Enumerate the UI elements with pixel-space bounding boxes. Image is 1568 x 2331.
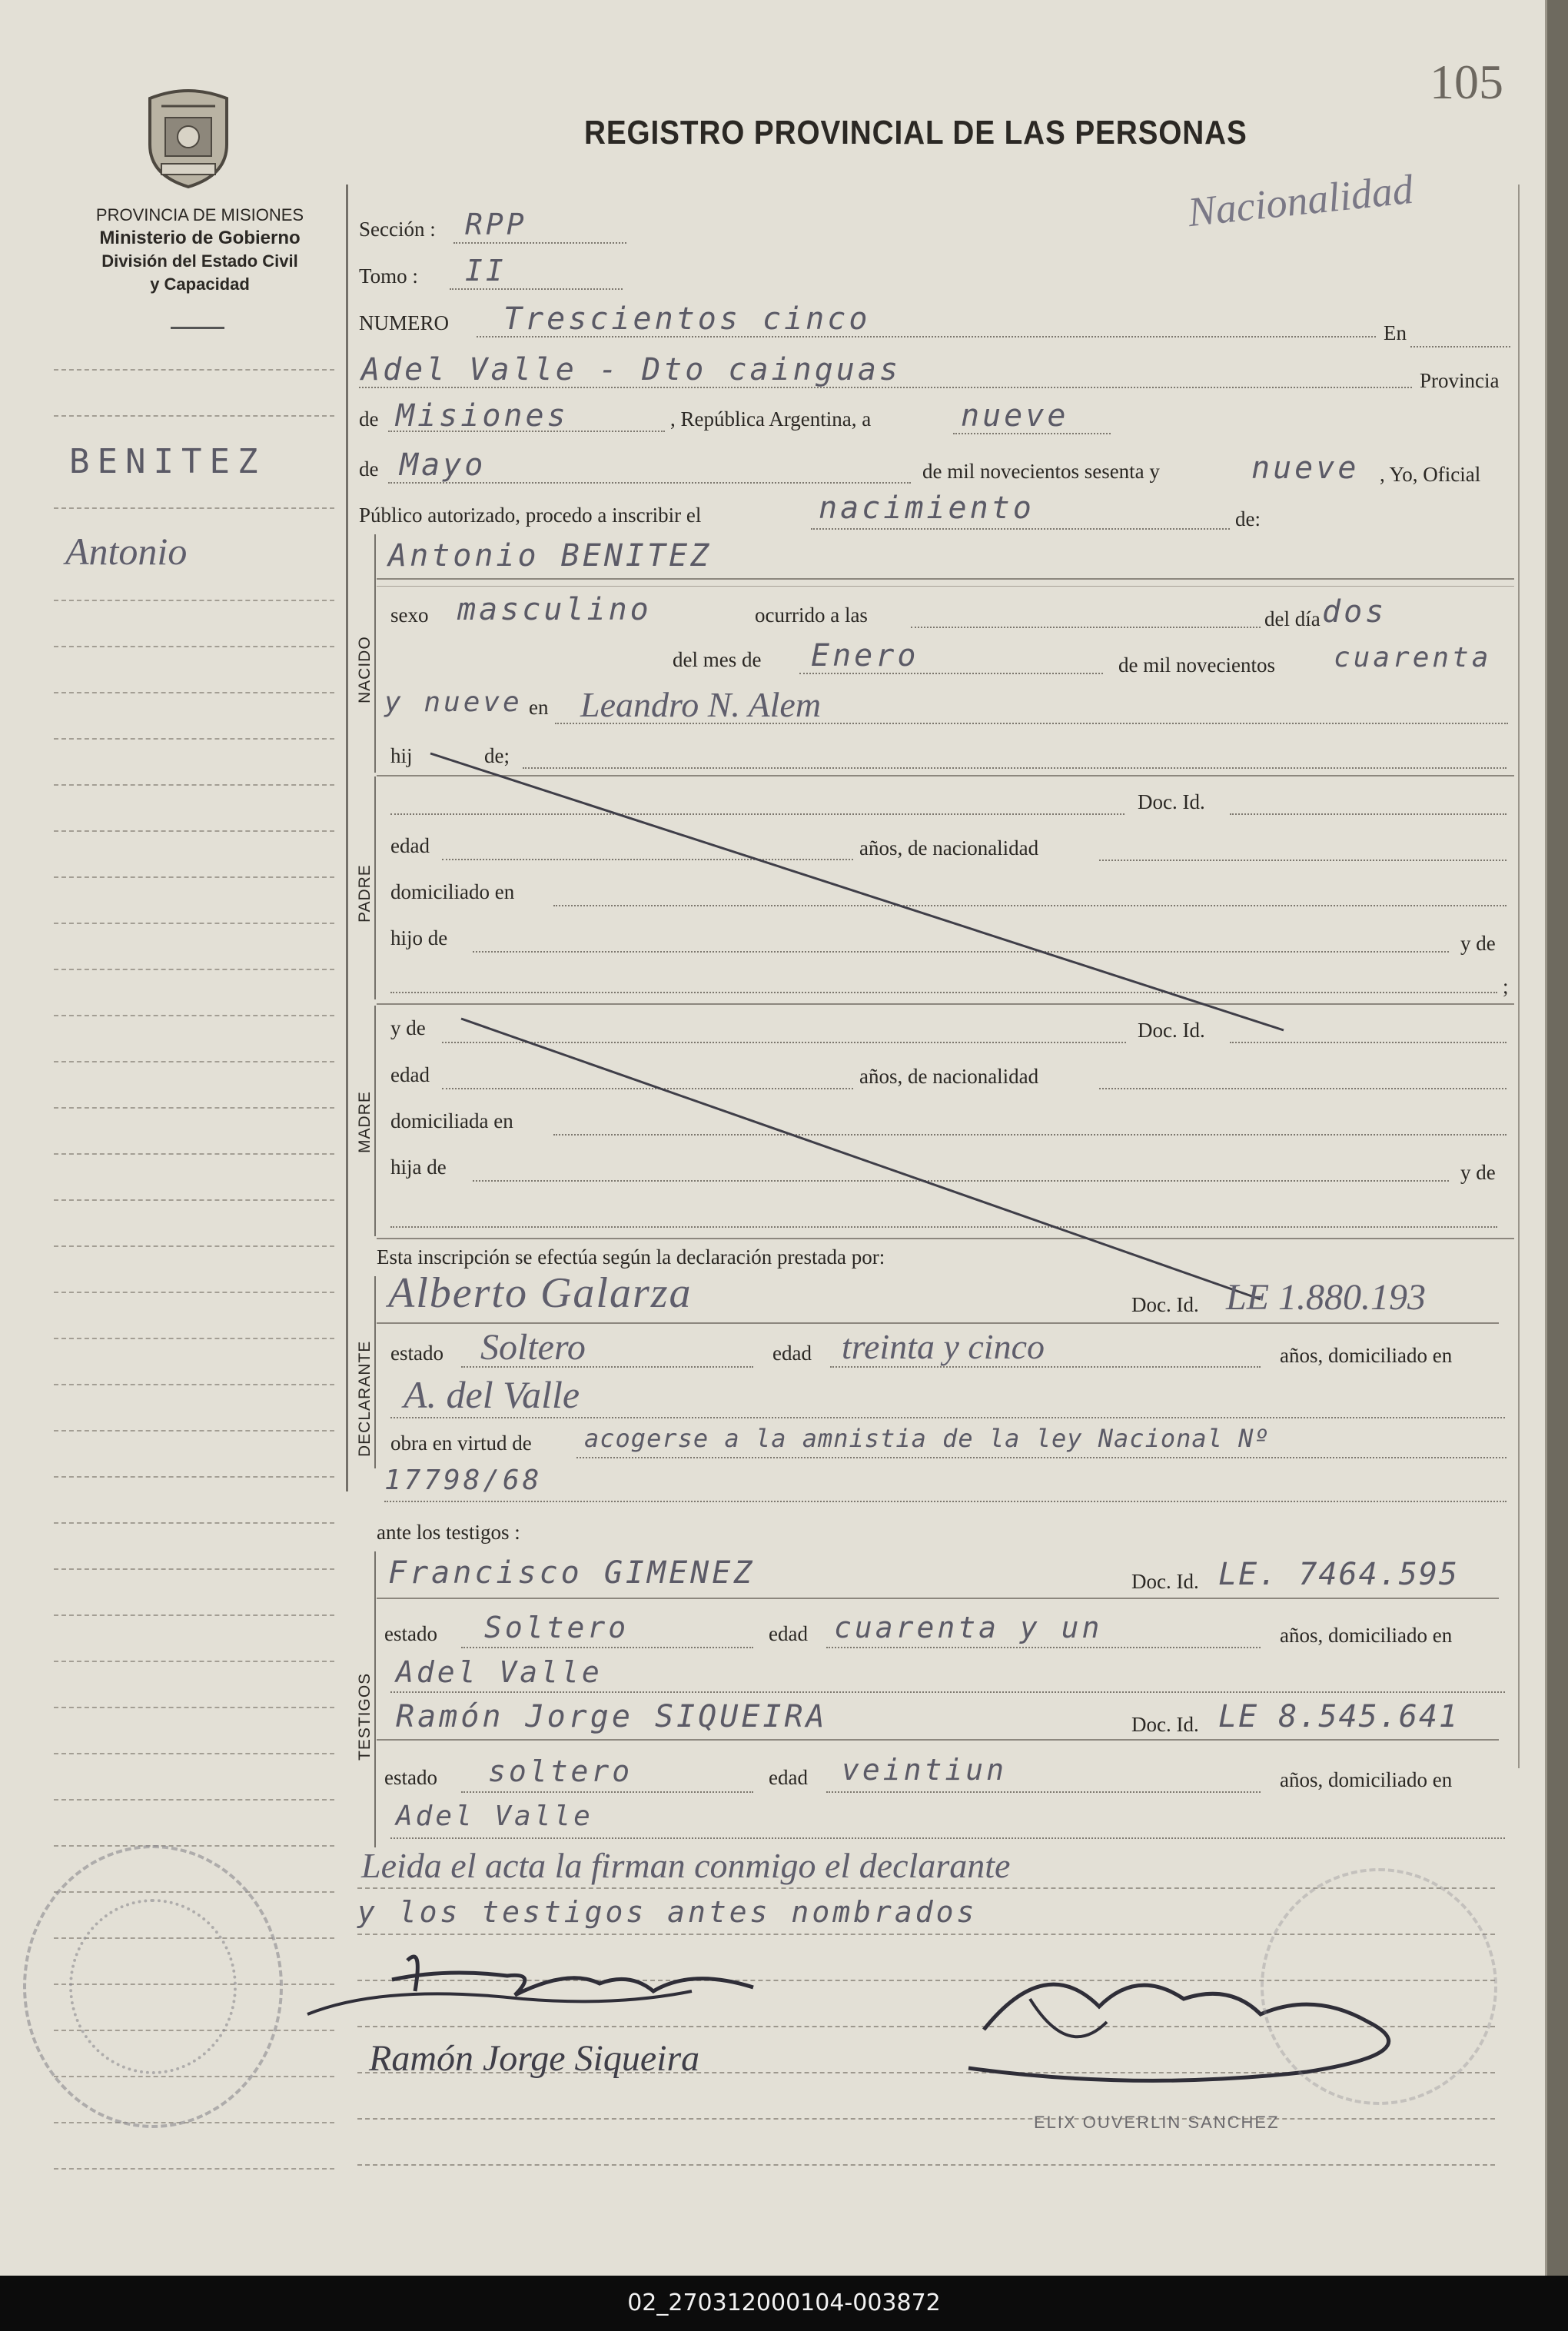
de-mil-label: de mil novecientos sesenta y — [922, 460, 1160, 483]
nacido-anio-a: cuarenta — [1334, 642, 1492, 673]
testigo2-doc: LE 8.545.641 — [1218, 1699, 1459, 1734]
acto-value: nacimiento — [819, 490, 1035, 526]
margin-surname: BENITEZ — [69, 442, 266, 481]
testigo2-nombre: Ramón Jorge SIQUEIRA — [396, 1699, 828, 1734]
testigo2-domiciliado-label: años, domiciliado en — [1280, 1768, 1453, 1791]
madre-nacionalidad-label: años, de nacionalidad — [859, 1065, 1039, 1088]
testigo2-estado: soltero — [488, 1754, 633, 1788]
margin-given-name: Antonio — [65, 530, 188, 573]
ocurrido-label: ocurrido a las — [755, 604, 868, 627]
book-binding-edge — [1547, 0, 1568, 2276]
tomo-value: II — [465, 254, 507, 288]
declarante-nombre: Alberto Galarza — [388, 1269, 693, 1317]
testigo2-edad-label: edad — [769, 1766, 808, 1789]
annotation-stamp: Nacionalidad — [1185, 165, 1416, 236]
padre-edad-label: edad — [390, 834, 430, 857]
declarante-doc-label: Doc. Id. — [1131, 1293, 1199, 1316]
declarante-obra-2: 17798/68 — [384, 1465, 543, 1496]
hij-label: hij — [390, 744, 413, 767]
del-mes-label: del mes de — [673, 648, 762, 671]
testigo2-doc-label: Doc. Id. — [1131, 1713, 1199, 1736]
declarante-estado: Soltero — [480, 1327, 586, 1368]
declarante-estado-label: estado — [390, 1342, 443, 1365]
testigo1-domiciliado-label: años, domiciliado en — [1280, 1624, 1453, 1647]
agency-division-line2: y Capacidad — [150, 274, 250, 294]
testigo2-edad: veintiun — [842, 1753, 1008, 1787]
provincia-value: Misiones — [396, 398, 569, 434]
agency-ministry: Ministerio de Gobierno — [99, 228, 301, 248]
tomo-label: Tomo : — [359, 264, 418, 288]
nacido-mes: Enero — [811, 638, 919, 673]
agency-province: PROVINCIA DE MISIONES — [95, 205, 304, 224]
madre-doc-label: Doc. Id. — [1138, 1019, 1205, 1042]
declarante-section-label: DECLARANTE — [356, 1340, 374, 1457]
testigo1-estado: Soltero — [484, 1611, 630, 1644]
padre-doc-label: Doc. Id. — [1138, 790, 1205, 813]
localidad-value: Adel Valle - Dto cainguas — [361, 352, 902, 387]
numero-value: Trescientos cinco — [503, 301, 871, 337]
padre-nacionalidad-label: años, de nacionalidad — [859, 836, 1039, 860]
testigo1-edad: cuarenta y un — [834, 1611, 1103, 1644]
hij-de-label: de; — [484, 744, 510, 767]
testigos-intro: ante los testigos : — [377, 1521, 520, 1544]
madre-edad-label: edad — [390, 1063, 430, 1086]
madre-section-label: MADRE — [356, 1091, 374, 1153]
declarante-intro: Esta inscripción se efectúa según la declaración prestada por: — [377, 1245, 885, 1269]
de-mes-label: de — [359, 457, 379, 480]
testigos-section-label: TESTIGOS — [356, 1672, 374, 1761]
agency-division: División del Estado Civil — [101, 251, 298, 271]
declarante-domicilio: A. del Valle — [404, 1373, 580, 1416]
declarante-edad: treinta y cinco — [842, 1327, 1045, 1366]
sexo-label: sexo — [390, 604, 429, 627]
publico-label: Público autorizado, procedo a inscribir el — [359, 504, 702, 527]
numero-label: NUMERO — [359, 311, 450, 334]
padre-section-label: PADRE — [356, 864, 374, 923]
provincia-label: Provincia — [1420, 369, 1500, 392]
nacido-anio-b: y nueve — [384, 687, 523, 718]
closing-line-2: y los testigos antes nombrados — [357, 1895, 978, 1929]
nacido-dia: dos — [1322, 594, 1387, 630]
yo-oficial-label: , Yo, Oficial — [1380, 463, 1481, 486]
madre-hija-de-label: hija de — [390, 1156, 447, 1179]
official-name-stamp: ELIX OUVERLIN SANCHEZ — [1034, 2113, 1280, 2132]
republica-label: , República Argentina, a — [670, 407, 872, 431]
testigo1-nombre: Francisco GIMENEZ — [388, 1555, 756, 1591]
en-lugar-label: en — [529, 696, 549, 719]
de-colon-label: de: — [1235, 507, 1261, 530]
en-label: En — [1384, 321, 1407, 344]
faint-seal-stamp — [1261, 1868, 1497, 2105]
sexo-value: masculino — [457, 592, 652, 627]
image-footer-id: 02_270312000104-003872 — [0, 2276, 1568, 2331]
padre-domiciliado-label: domiciliado en — [390, 880, 515, 903]
official-seal-inner — [69, 1899, 237, 2074]
testigo1-edad-label: edad — [769, 1622, 808, 1645]
madre-domiciliada-label: domiciliada en — [390, 1109, 513, 1132]
declarante-obra-label: obra en virtud de — [390, 1432, 532, 1455]
declarante-domiciliado-label: años, domiciliado en — [1280, 1344, 1453, 1367]
testigo1-doc: LE. 7464.595 — [1218, 1557, 1459, 1592]
padre-y-de-label: y de — [1460, 932, 1496, 955]
declarante-edad-label: edad — [772, 1342, 812, 1365]
madre-y-de-label: y de — [390, 1016, 426, 1039]
seccion-value: RPP — [465, 208, 527, 241]
register-title: REGISTRO PROVINCIAL DE LAS PERSONAS — [584, 114, 1247, 151]
seccion-label: Sección : — [359, 218, 436, 241]
de-mil-novecientos-label: de mil novecientos — [1118, 653, 1275, 677]
witness-signature: Ramón Jorge Siqueira — [369, 2038, 700, 2079]
testigo1-doc-label: Doc. Id. — [1131, 1570, 1199, 1593]
declarante-doc: LE 1.880.193 — [1226, 1277, 1427, 1318]
testigo2-estado-label: estado — [384, 1766, 437, 1789]
nacido-nombre: Antonio BENITEZ — [388, 538, 713, 574]
dia-value: nueve — [961, 398, 1069, 434]
testigo1-estado-label: estado — [384, 1622, 437, 1645]
padre-semicolon: ; — [1503, 975, 1509, 998]
folio-number: 105 — [1430, 55, 1503, 109]
testigo2-domicilio: Adel Valle — [396, 1801, 593, 1832]
anio-value: nueve — [1251, 451, 1360, 486]
declarante-obra-1: acogerse a la amnistia de la ley Nacional Nº — [584, 1424, 1270, 1453]
mes-value: Mayo — [400, 447, 487, 483]
closing-line-1: Leida el acta la firman conmigo el declarante — [361, 1846, 1011, 1885]
madre-y-de-end-label: y de — [1460, 1161, 1496, 1184]
padre-hijo-de-label: hijo de — [390, 926, 448, 949]
de-label: de — [359, 407, 379, 431]
nacido-section-label: NACIDO — [356, 636, 374, 703]
del-dia-label: del día — [1264, 607, 1321, 630]
nacido-lugar: Leandro N. Alem — [580, 685, 822, 724]
testigo1-domicilio: Adel Valle — [396, 1655, 603, 1689]
